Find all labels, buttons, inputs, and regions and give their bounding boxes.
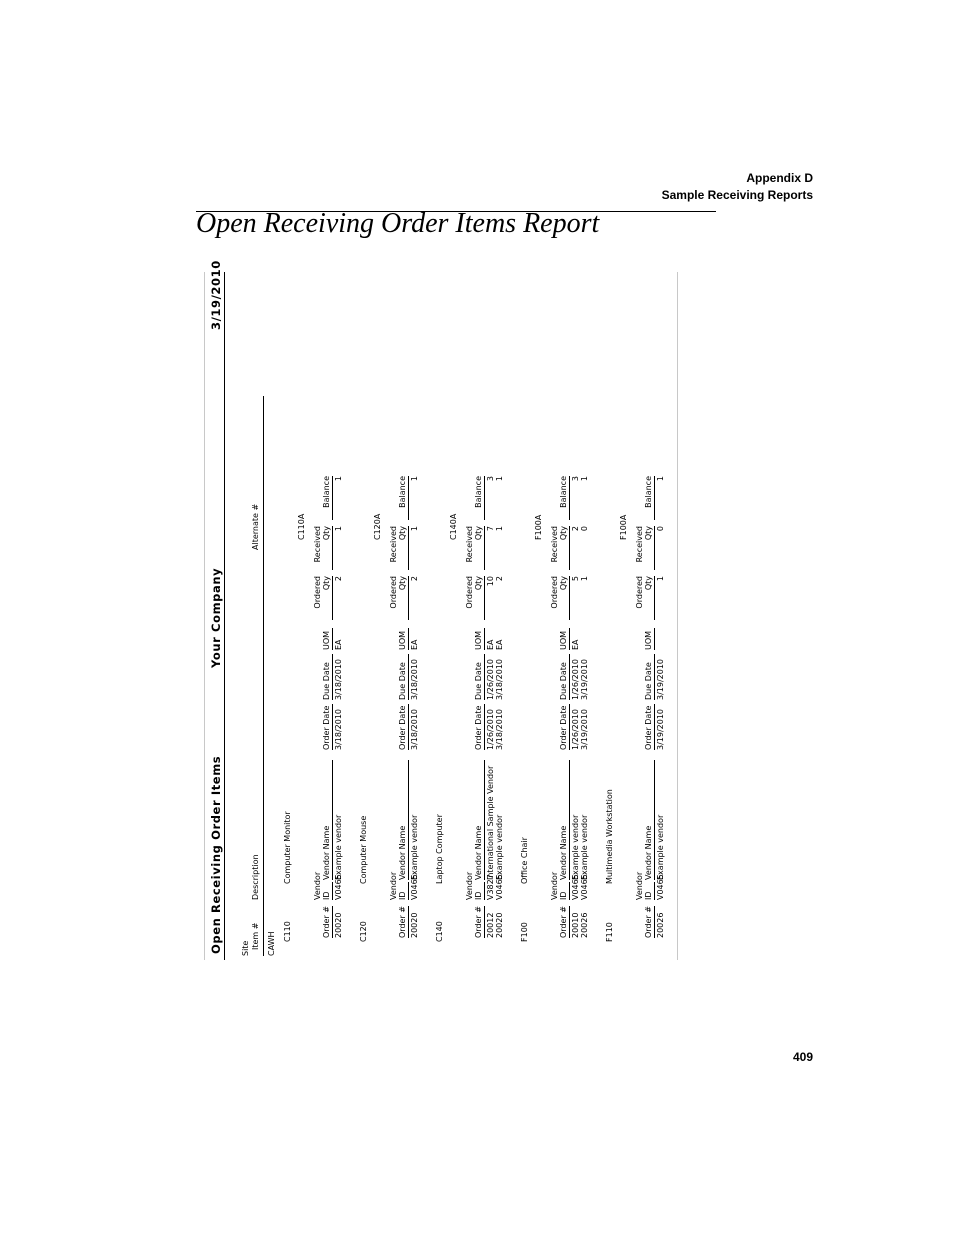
ordered-qty: 5 (571, 576, 580, 582)
uom-col-header: UOM (322, 628, 333, 650)
ordered-header-top: Ordered (550, 576, 559, 609)
item-number: C110 (283, 921, 292, 942)
vendor-id: V0465 (580, 874, 589, 900)
running-header (662, 170, 813, 204)
due-date: 1/26/2010 (571, 658, 580, 700)
due-date: 3/18/2010 (495, 658, 504, 700)
uom: EA (410, 639, 419, 650)
received-qty: 7 (486, 526, 495, 532)
vendor-header-top: Vendor (389, 871, 398, 900)
balance-qty: 3 (571, 476, 580, 482)
item-description: Office Chair (520, 837, 529, 884)
vendor-id: V3827 (486, 874, 495, 900)
ordered-qty: 1 (656, 576, 665, 582)
vendor-id: V0465 (410, 874, 419, 900)
received-qty-col-header: Qty (559, 526, 570, 570)
vendor-id-col-header: ID (559, 882, 570, 900)
ordered-header-top: Ordered (635, 576, 644, 609)
order-number: 20020 (410, 912, 419, 938)
due-date-col-header: Due Date (398, 654, 409, 700)
ordered-qty: 2 (410, 576, 419, 582)
balance-col-header: Balance (322, 476, 333, 520)
balance-qty: 1 (334, 476, 343, 482)
uom: EA (334, 639, 343, 650)
balance-qty: 1 (495, 476, 504, 482)
vendor-id: V0465 (495, 874, 504, 900)
received-qty-col-header: Qty (398, 526, 409, 570)
ordered-qty-col-header: Qty (644, 576, 655, 620)
order-date-col-header: Order Date (474, 705, 483, 750)
alternate-number: F100A (619, 514, 628, 540)
order-number: 20026 (580, 912, 589, 938)
vendor-name: International Sample Vendor (486, 765, 495, 880)
vendor-name-col-header: Vendor Name (559, 760, 570, 880)
balance-qty: 1 (656, 476, 665, 482)
ordered-qty-col-header: Qty (474, 576, 485, 620)
page-title: Open Receiving Order Items Report (196, 208, 600, 239)
vendor-name-col-header: Vendor Name (644, 760, 655, 880)
item-description: Multimedia Workstation (605, 789, 614, 884)
alternate-number: F100A (534, 514, 543, 540)
ordered-qty-col-header: Qty (398, 576, 409, 620)
received-qty: 2 (571, 526, 580, 532)
report-header-rule (224, 272, 225, 960)
received-qty: 1 (334, 526, 343, 532)
vendor-id-col-header: ID (474, 882, 485, 900)
due-date: 3/19/2010 (580, 658, 589, 700)
balance-col-header: Balance (398, 476, 409, 520)
uom: EA (495, 639, 504, 650)
due-date-col-header: Due Date (644, 654, 655, 700)
order-number: 20010 (571, 912, 580, 938)
vendor-header-top: Vendor (313, 871, 322, 900)
received-qty: 1 (410, 526, 419, 532)
balance-qty: 1 (410, 476, 419, 482)
order-number: 20026 (656, 912, 665, 938)
item-description: Computer Mouse (359, 815, 368, 884)
uom-col-header: UOM (559, 628, 570, 650)
vendor-name: Example vendor (580, 814, 589, 880)
balance-col-header: Balance (559, 476, 570, 520)
ordered-header-top: Ordered (313, 576, 322, 609)
report-date: 3/19/2010 (209, 260, 223, 330)
uom-col-header: UOM (398, 628, 409, 650)
item-number: C120 (359, 921, 368, 942)
order-col-header: Order # (644, 906, 653, 938)
due-date: 3/18/2010 (334, 658, 343, 700)
vendor-id-col-header: ID (644, 882, 655, 900)
report-frame-right (677, 272, 678, 960)
order-col-header: Order # (322, 906, 331, 938)
order-col-header: Order # (559, 906, 568, 938)
received-qty-col-header: Qty (644, 526, 655, 570)
balance-col-header: Balance (474, 476, 485, 520)
ordered-qty-col-header: Qty (322, 576, 333, 620)
alternate-number: C110A (297, 513, 306, 540)
vendor-id: V0465 (571, 874, 580, 900)
order-date-col-header: Order Date (398, 705, 407, 750)
order-number: 20012 (486, 912, 495, 938)
section-label: Sample Receiving Reports (661, 188, 813, 202)
received-qty: 0 (580, 526, 589, 532)
item-number: F110 (605, 922, 614, 942)
order-date-col-header: Order Date (559, 705, 568, 750)
page-number: 409 (792, 1050, 813, 1064)
due-date: 3/18/2010 (410, 658, 419, 700)
site-value: CAWH (267, 931, 276, 956)
ordered-qty-col-header: Qty (559, 576, 570, 620)
vendor-id: V0465 (334, 874, 343, 900)
balance-qty: 3 (486, 476, 495, 482)
uom-col-header: UOM (474, 628, 485, 650)
order-number: 20020 (334, 912, 343, 938)
vendor-name-col-header: Vendor Name (322, 760, 333, 880)
order-date-col-header: Order Date (644, 705, 653, 750)
order-date: 1/26/2010 (486, 708, 495, 750)
order-date: 1/26/2010 (571, 708, 580, 750)
description-label: Description (251, 854, 260, 900)
ordered-qty: 1 (580, 576, 589, 582)
received-header-top: Received (313, 526, 322, 563)
vendor-id: V0465 (656, 874, 665, 900)
balance-qty: 1 (580, 476, 589, 482)
received-header-top: Received (635, 526, 644, 563)
appendix-label: Appendix D (746, 171, 813, 185)
received-header-top: Received (465, 526, 474, 563)
due-date: 3/19/2010 (656, 658, 665, 700)
due-date: 1/26/2010 (486, 658, 495, 700)
order-col-header: Order # (398, 906, 407, 938)
item-number: F100 (520, 922, 529, 942)
received-header-top: Received (550, 526, 559, 563)
order-col-header: Order # (474, 906, 483, 938)
vendor-id-col-header: ID (398, 882, 409, 900)
alternate-number: C140A (449, 513, 458, 540)
report-image (205, 260, 677, 960)
ordered-header-top: Ordered (389, 576, 398, 609)
report-company: Your Company (209, 567, 223, 668)
vendor-header-top: Vendor (550, 871, 559, 900)
vendor-name: Example vendor (334, 814, 343, 880)
labels-rule (263, 396, 264, 956)
alternate-number: C120A (373, 513, 382, 540)
vendor-header-top: Vendor (465, 871, 474, 900)
order-date: 3/19/2010 (580, 708, 589, 750)
received-qty-col-header: Qty (322, 526, 333, 570)
ordered-qty: 2 (334, 576, 343, 582)
received-qty: 0 (656, 526, 665, 532)
order-number: 20020 (495, 912, 504, 938)
item-description: Computer Monitor (283, 811, 292, 884)
received-qty: 1 (495, 526, 504, 532)
report-title: Open Receiving Order Items (209, 755, 223, 954)
uom: EA (486, 639, 495, 650)
balance-col-header: Balance (644, 476, 655, 520)
ordered-header-top: Ordered (465, 576, 474, 609)
order-date-col-header: Order Date (322, 705, 331, 750)
due-date-col-header: Due Date (474, 654, 485, 700)
item-description: Laptop Computer (435, 814, 444, 884)
ordered-qty: 2 (495, 576, 504, 582)
vendor-name-col-header: Vendor Name (474, 760, 485, 880)
item-number: C140 (435, 921, 444, 942)
item-label: Item # (251, 922, 260, 950)
vendor-header-top: Vendor (635, 871, 644, 900)
uom-col-header: UOM (644, 628, 655, 650)
vendor-name: Example vendor (656, 814, 665, 880)
vendor-name: Example vendor (495, 814, 504, 880)
uom: EA (571, 639, 580, 650)
received-qty-col-header: Qty (474, 526, 485, 570)
order-date: 3/19/2010 (656, 708, 665, 750)
ordered-qty: 10 (486, 576, 495, 587)
vendor-name: Example vendor (571, 814, 580, 880)
due-date-col-header: Due Date (322, 654, 333, 700)
alternate-label: Alternate # (251, 503, 260, 550)
vendor-id-col-header: ID (322, 882, 333, 900)
site-label: Site (241, 940, 250, 956)
order-date: 3/18/2010 (410, 708, 419, 750)
due-date-col-header: Due Date (559, 654, 570, 700)
received-header-top: Received (389, 526, 398, 563)
order-date: 3/18/2010 (495, 708, 504, 750)
vendor-name-col-header: Vendor Name (398, 760, 409, 880)
vendor-name: Example vendor (410, 814, 419, 880)
order-date: 3/18/2010 (334, 708, 343, 750)
